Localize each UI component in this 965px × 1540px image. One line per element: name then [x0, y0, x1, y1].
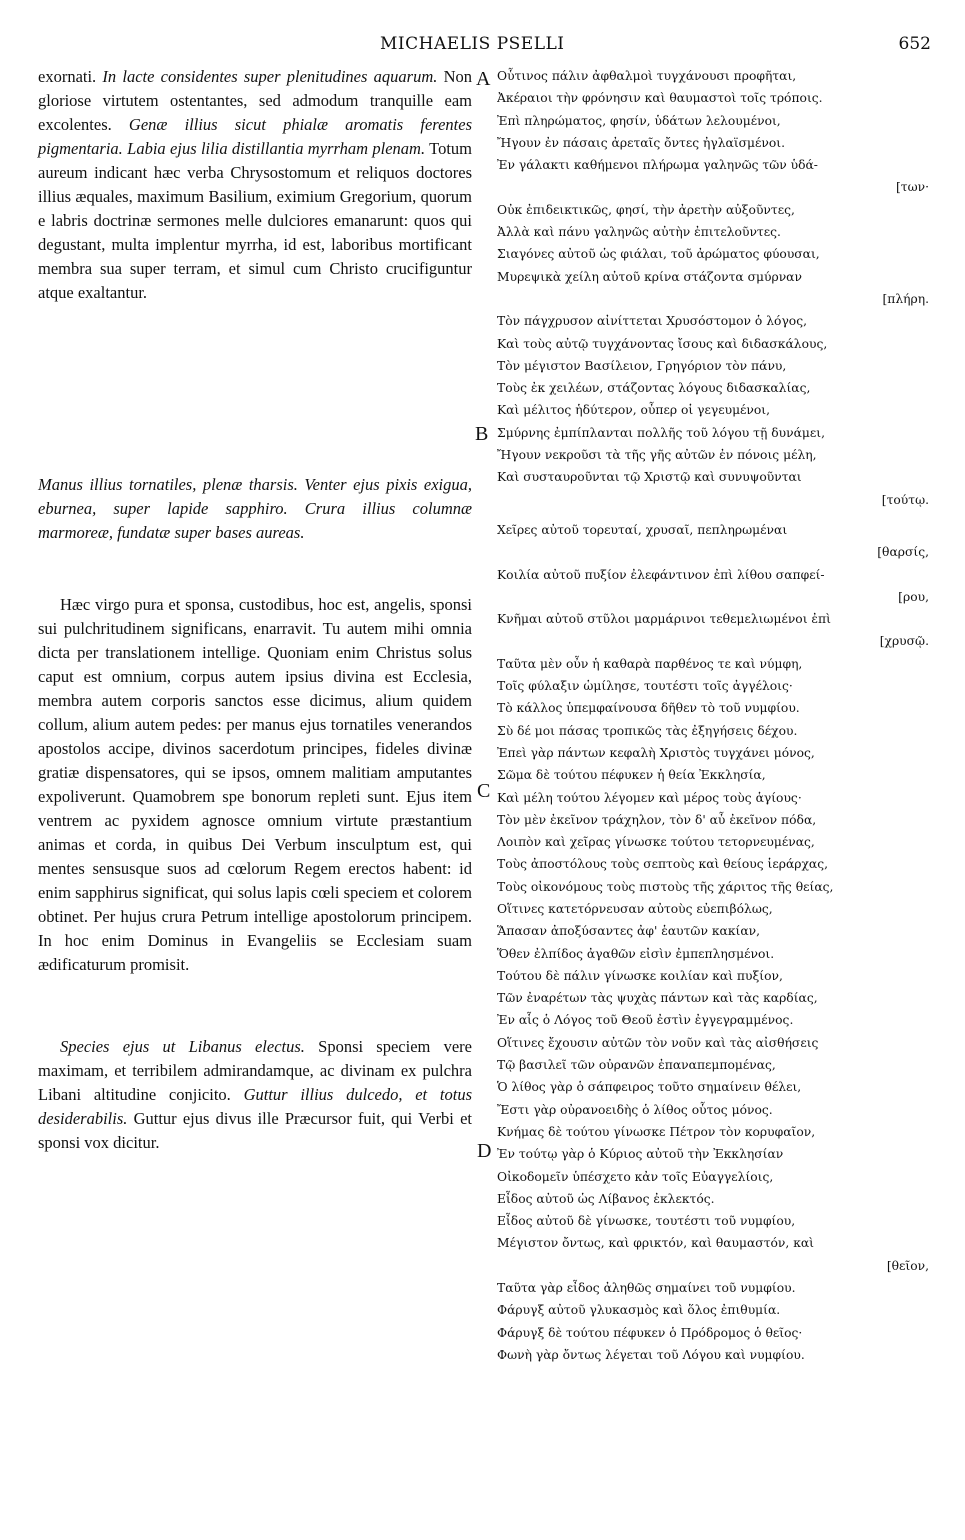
greek-line: Ἐν τούτῳ γὰρ ὁ Κύριος αὐτοῦ τὴν Ἐκκλησίαν: [497, 1147, 784, 1162]
greek-line: Τοῖς φύλαξιν ὡμίλησε, τουτέστι τοῖς ἀγγέλοις·: [497, 679, 793, 694]
greek-block-3: [497, 653, 935, 1367]
greek-line: Καὶ συσταυροῦνται τῷ Χριστῷ καὶ συνυψοῦνται: [497, 470, 802, 485]
greek-line: Ἐν αἷς ὁ Λόγος τοῦ Θεοῦ ἐστὶν ἐγγεγραμμένος.: [497, 1013, 794, 1028]
greek-line: Τὸ κάλλος ὑπεμφαίνουσα δῆθεν τὸ τοῦ νυμφίου.: [497, 701, 800, 716]
greek-line: Μυρεψικὰ χείλη αὐτοῦ κρίνα στάζοντα σμύρναν: [497, 269, 802, 284]
latin-quote: Species ejus ut Libanus electus.: [60, 1037, 305, 1056]
greek-line: Σμύρνης ἐμπίπλανται πολλῆς τοῦ λόγου τῇ δυνάμει,: [497, 425, 826, 440]
greek-line: Ἐπεὶ γὰρ πάντων κεφαλὴ Χριστὸς τυγχάνει μόνος,: [497, 745, 815, 760]
section-marker-a: A: [476, 68, 491, 90]
greek-line: Ὅθεν ἐλπίδος ἀγαθῶν εἰσὶν ἐμπεπλησμένοι.: [497, 946, 775, 961]
greek-block-1: [497, 65, 935, 511]
greek-line: Λοιπὸν καὶ χεῖρας γίνωσκε τούτου τετορνευμένας,: [497, 835, 815, 850]
latin-text: Totum aureum indicant hæc verba Chrysostomum et reliquos doctores illius æquales, maximum Basilium, eximium Gregorium, quorum e labris doctrinæ sermones melle dulciores emanarunt: quos qui degustant, multa implentur myrrha, id est, laboribus mortificant membra sua super terram, et simul cum Christo crucifiguntur atque exaltantur.: [38, 139, 472, 302]
greek-line: Τοὺς ἐκ χειλέων, στάζοντας λόγους διδασκαλίας,: [497, 381, 811, 396]
greek-line: Ταῦτα γὰρ εἶδος ἀληθῶς σημαίνει τοῦ νυμφίου.: [497, 1281, 796, 1296]
latin-text: Guttur ejus divus ille Præcursor fuit, qui Verbi et sponsi vox dicitur.: [38, 1109, 472, 1152]
section-marker-d: D: [477, 1140, 492, 1162]
greek-line: Τῷ βασιλεῖ τῶν οὐρανῶν ἐπαναπεμπομένας,: [497, 1058, 776, 1073]
greek-line: Ταῦτα μὲν οὖν ἡ καθαρὰ παρθένος τε καὶ νύμφη,: [497, 656, 803, 671]
latin-text: Hæc virgo pura et sponsa, custodibus, hoc est, angelis, sponsi sui pulchritudinem significans, enarravit. Tu autem mihi omnia dicta per translationem intellige. Quoniam enim Christus solus caput est omnium, corpus autem ipsius divina est Ecclesia, membra autem corporis sanctos esse dicimus, alium quidem collum, alium autem pedes: per manus ejus tornatiles venerandos apostolos accipe, divinos sacerdotum principes, fideles divinæ gratiæ dispensatores, qui se ipsos, omnem malitiam amputantes expoliverunt. Quamobrem spe bonorum repleti sunt. Ejus item ventrem ac pyxidem agnosce omnium virtute præstantium animas et corda, in quibus Dei Verbum insculptum est, qui mentes sensusque suos ad cœlorum Regem erectos habent: id enim sapphirus significat, qui solus lapis cœli speciem et colorem obtinet. Per hujus crura Petrum intellige apostolorum principem. In hoc enim Dominus in Evangeliis se Ecclesiam suam ædificaturum promisit.: [38, 595, 472, 974]
greek-line: Κνῆμαι αὐτοῦ στῦλοι μαρμάρινοι τεθεμελιωμένοι ἐπὶ: [497, 612, 831, 627]
greek-line: Ἐπὶ πληρώματος, φησίν, ὑδάτων λελουμένοι,: [497, 113, 781, 128]
latin-paragraph-1: [38, 65, 472, 305]
page-number: 652: [898, 34, 931, 54]
greek-line: Ἤγουν ἐν πάσαις ἀρεταῖς ὄντες ἠγλαϊσμένοι.: [497, 135, 786, 150]
page-header: [0, 34, 965, 58]
greek-line: Σιαγόνες αὐτοῦ ὡς φιάλαι, τοῦ ἀρώματος φύουσαι,: [497, 247, 820, 262]
greek-line: Ἤγουν νεκροῦσι τὰ τῆς γῆς αὐτῶν ἐν πόνοις μέλη,: [497, 448, 817, 463]
greek-line: Καὶ τοὺς αὐτῷ τυγχάνοντας ἴσους καὶ διδασκάλους,: [497, 336, 828, 351]
greek-line-continuation: [πλήρη.: [882, 291, 929, 306]
latin-paragraph-4: [38, 1035, 472, 1155]
greek-line: Τὸν πάγχρυσον αἰνίττεται Χρυσόστομον ὁ λόγος,: [497, 314, 807, 329]
greek-line: Ἅπασαν ἀποξύσαντες ἀφ' ἑαυτῶν κακίαν,: [497, 924, 761, 939]
greek-line: Οὗτινος πάλιν ἀφθαλμοὶ τυγχάνουσι προφῆται,: [497, 69, 797, 83]
latin-column: [38, 65, 472, 1155]
section-marker-b: B: [475, 423, 489, 445]
greek-line-continuation: [τούτῳ.: [881, 492, 929, 507]
greek-line: Εἶδος αὐτοῦ ὡς Λίβανος ἐκλεκτός.: [497, 1191, 715, 1206]
latin-quote: Genæ illius sicut phialæ aromatis ferentes pigmentaria. Labia ejus lilia distillantia myrrham plenam.: [38, 115, 472, 158]
greek-line: Τὸν μὲν ἐκεῖνον τράχηλον, τὸν δ' αὖ ἐκεῖνον πόδα,: [497, 812, 817, 827]
greek-line: Οἰκοδομεῖν ὑπέσχετο κἀν τοῖς Εὐαγγελίοις,: [497, 1169, 774, 1184]
latin-paragraph-3: [38, 593, 472, 977]
greek-line: Φάρυγξ αὐτοῦ γλυκασμὸς καὶ ὅλος ἐπιθυμία.: [497, 1303, 781, 1318]
greek-line: Σῶμα δὲ τούτου πέφυκεν ἡ θεία Ἐκκλησία,: [497, 768, 766, 783]
greek-line: Τοὺς οἰκονόμους τοὺς πιστοὺς τῆς χάριτος τῆς θείας,: [497, 879, 834, 894]
greek-line: Ἔστι γὰρ οὐρανοειδὴς ὁ λίθος οὗτος μόνος.: [497, 1102, 773, 1117]
greek-line: Φάρυγξ δὲ τούτου πέφυκεν ὁ Πρόδρομος ὁ θεῖος·: [497, 1325, 803, 1340]
greek-line: Οἵτινες ἔχουσιν αὐτῶν τὸν νοῦν καὶ τὰς αἰσθήσεις: [497, 1035, 819, 1050]
greek-line: Οὐκ ἐπιδεικτικῶς, φησί, τὴν ἀρετὴν αὐξοῦντες,: [497, 202, 795, 217]
greek-line: Εἶδος αὐτοῦ δὲ γίνωσκε, τουτέστι τοῦ νυμφίου,: [497, 1214, 796, 1229]
greek-line-continuation: [χρυσῷ.: [879, 634, 929, 649]
greek-line-continuation: [των·: [895, 180, 929, 195]
greek-line: Τῶν ἐναρέτων τὰς ψυχὰς πάντων καὶ τὰς καρδίας,: [497, 991, 818, 1006]
greek-line-continuation: [θαρσίς,: [877, 545, 929, 560]
greek-line: Ἐν γάλακτι καθήμενοι πλήρωμα γαληνῶς τῶν ὑδά-: [497, 158, 818, 173]
greek-line: Καὶ μέλιτος ἡδύτερον, οὖπερ οἱ γεγευμένοι,: [497, 403, 771, 418]
latin-text: Sponsi speciem vere maximam, et terribilem admirandamque, ac divinam ex pulchra Libani altitudine conjicito.: [38, 1037, 472, 1104]
greek-line: Οἵτινες κατετόρνευσαν αὐτοὺς εὐεπιβόλως,: [497, 901, 773, 916]
latin-quote: Manus illius tornatiles, plenæ tharsis. Venter ejus pixis exigua, eburnea, super lapide sapphiro. Crura illius columnæ marmoreæ, fundatæ super bases aureas.: [38, 475, 472, 542]
greek-line: Ἀκέραιοι τὴν φρόνησιν καὶ θαυμαστοὶ τοῖς τρόποις.: [497, 91, 823, 106]
greek-line: Χεῖρες αὐτοῦ τορευταί, χρυσαῖ, πεπληρωμέναι: [497, 522, 788, 537]
greek-line: Κνήμας δὲ τούτου γίνωσκε Πέτρον τὸν κορυφαῖον,: [497, 1124, 816, 1139]
greek-line: Τούτου δὲ πάλιν γίνωσκε κοιλίαν καὶ πυξίον,: [497, 968, 783, 983]
greek-line-continuation: [θεῖον,: [886, 1258, 929, 1273]
greek-column: [497, 65, 935, 1366]
greek-line: Σὺ δέ μοι πάσας τροπικῶς τὰς ἐξηγήσεις δέχου.: [497, 723, 798, 738]
greek-line: Μέγιστον ὄντως, καὶ φρικτόν, καὶ θαυμαστόν, καὶ: [497, 1236, 814, 1251]
greek-line: Κοιλία αὐτοῦ πυξίον ἐλεφάντινον ἐπὶ λίθου σαπφεί-: [497, 567, 825, 582]
latin-text: exornati.: [38, 67, 103, 86]
section-marker-c: C: [477, 780, 491, 802]
greek-line: Καὶ μέλη τούτου λέγομεν καὶ μέρος τοὺς ἁγίους·: [497, 790, 802, 805]
greek-line: Τὸν μέγιστον Βασίλειον, Γρηγόριον τὸν πάνυ,: [497, 358, 787, 373]
latin-quote: Guttur illius dulcedo, et totus desiderabilis.: [38, 1085, 473, 1128]
greek-line: Ἀλλὰ καὶ πάνυ γαληνῶς αὐτὴν ἐπιτελοῦντες.: [497, 225, 781, 240]
greek-line: Ὁ λίθος γὰρ ὁ σάπφειρος τοῦτο σημαίνειν θέλει,: [497, 1080, 802, 1095]
latin-text: Non gloriose virtutem ostentantes, sed admodum tranquille eam excolentes.: [38, 67, 473, 134]
greek-block-2: [497, 519, 935, 653]
greek-line-continuation: [ρου,: [898, 589, 929, 604]
greek-line: Φωνὴ γὰρ ὄντως λέγεται τοῦ Λόγου καὶ νυμφίου.: [497, 1347, 805, 1362]
latin-quote: In lacte considentes super plenitudines aquarum.: [102, 67, 438, 86]
latin-paragraph-2: [38, 473, 472, 545]
running-title: MICHAELIS PSELLI: [380, 34, 565, 54]
greek-line: Τοὺς ἀποστόλους τοὺς σεπτοὺς καὶ θείους ἱεράρχας,: [497, 857, 829, 872]
